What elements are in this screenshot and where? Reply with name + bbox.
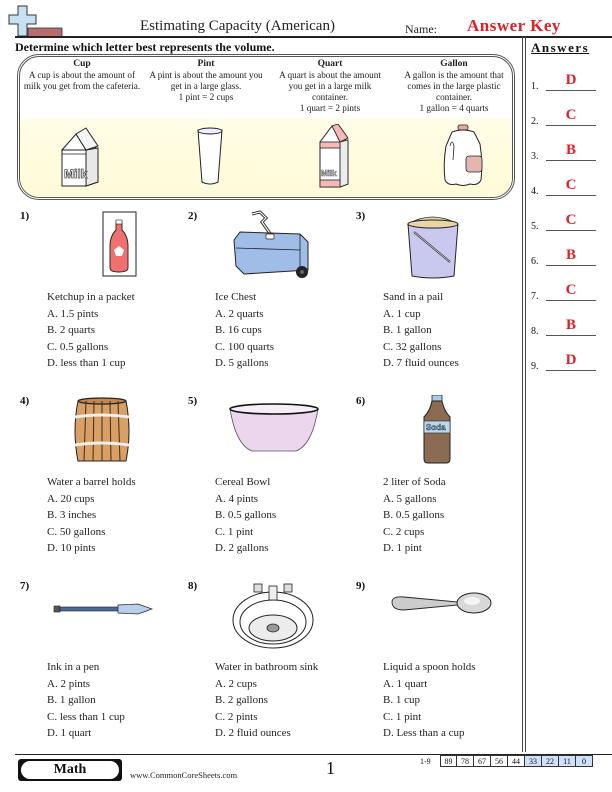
choice-c[interactable]: C. 2 pints [215,710,258,723]
milk-carton-large-icon [316,124,352,188]
score-cell: 89 [440,755,457,767]
reference-gallon [392,59,515,114]
choice-b[interactable]: B. 16 cups [215,324,262,336]
choice-d[interactable]: D. 1 pint [383,542,422,554]
answer-blank[interactable] [546,265,596,266]
problem-1 [20,210,185,370]
problem-question [383,289,459,372]
reference-text: container. [312,92,348,102]
answer-blank[interactable] [546,160,596,161]
ketchup-packet-icon [48,210,158,282]
answer-number: 1. [531,81,539,92]
problem-number: 5) [188,395,198,407]
glass-icon [195,124,225,188]
name-label: Name: [405,22,437,36]
answer-letter: C [565,177,577,193]
reference-text: 1 pint = 2 cups [178,92,234,102]
answer-blank[interactable] [546,300,596,301]
subject-label: Math [21,761,119,779]
problem-question [215,659,318,742]
choice-d[interactable]: D. 1 quart [47,727,92,739]
reference-text: 1 gallon = 4 quarts [419,103,489,113]
choice-c[interactable]: C. 2 cups [383,525,425,538]
reference-heading: Pint [197,59,215,69]
answer-number: 6. [531,256,539,267]
answer-blank[interactable] [546,90,596,91]
worksheet-title: Estimating Capacity (American) [140,18,335,34]
choice-c[interactable]: C. 50 gallons [47,525,106,538]
choice-a[interactable]: A. 1.5 pints [47,307,99,320]
problem-question [383,659,476,742]
instructions: Determine which letter best represents the volume. [15,40,275,54]
choice-a[interactable]: A. 2 quarts [215,307,264,320]
reference-text: A gallon is the amount that [404,70,504,80]
problem-question [47,659,125,742]
choice-d[interactable]: D. 7 fluid ounces [383,357,459,369]
problem-number: 9) [356,580,366,592]
reference-text: get in a large glass. [170,81,242,91]
problem-prompt: Ice Chest [215,291,257,303]
score-cell: 22 [542,755,559,767]
problem-prompt: 2 liter of Soda [383,476,446,488]
svg-text:Soda: Soda [426,423,446,432]
site-url[interactable]: www.CommonCoreSheets.com [130,770,238,780]
problem-4 [20,395,185,555]
soda-bottle-icon [384,395,494,467]
problem-8 [188,580,353,740]
choice-c[interactable]: C. 1 pint [215,525,254,538]
choice-a[interactable]: A. 1 cup [383,307,421,320]
problem-question [215,289,274,372]
problem-9 [356,580,521,740]
reference-heading: Gallon [440,59,468,69]
choice-b[interactable]: B. 1 gallon [383,324,432,336]
choice-a[interactable]: A. 5 gallons [383,492,437,505]
choice-d[interactable]: D. 2 gallons [215,542,269,554]
problem-number: 7) [20,580,30,592]
logo-plus-icon [8,4,63,38]
score-cell: 56 [491,755,508,767]
problem-number: 1) [20,210,30,222]
name-value: Answer Key [467,16,561,35]
score-cell: 11 [559,755,576,767]
reference-heading: Cup [73,59,91,69]
choice-b[interactable]: B. 3 inches [47,509,97,521]
problem-6 [356,395,521,555]
problem-number: 2) [188,210,198,222]
reference-text: A pint is about the amount you [149,70,263,80]
problem-question [215,474,276,557]
problem-2 [188,210,353,370]
pen-icon [48,580,158,652]
reference-pint [144,59,268,103]
svg-text:Milk: Milk [64,167,88,181]
score-table [440,755,593,767]
reference-text: A quart is about the amount [279,70,381,80]
score-cell: 67 [474,755,491,767]
answer-number: 7. [531,291,539,302]
choice-a[interactable]: A. 20 cups [47,492,95,505]
choice-a[interactable]: A. 2 cups [215,677,257,690]
choice-b[interactable]: B. 1 gallon [47,694,96,706]
answer-blank[interactable] [546,230,596,231]
problem-number: 8) [188,580,198,592]
problem-prompt: Sand in a pail [383,291,444,303]
problem-5 [188,395,353,555]
answer-number: 2. [531,116,539,127]
answer-letter: B [565,142,576,158]
choice-a[interactable]: A. 1 quart [383,677,428,690]
answer-row [531,212,606,232]
choice-d[interactable]: D. 10 pints [47,542,96,554]
bowl-icon [216,395,326,467]
answer-number: 3. [531,151,539,162]
choice-b[interactable]: B. 0.5 gallons [383,509,445,521]
choice-c[interactable]: C. 0.5 gallons [47,340,109,353]
answer-row [531,282,606,302]
problem-prompt: Ink in a pen [47,661,100,673]
problem-prompt: Cereal Bowl [215,476,271,488]
answers-divider [522,36,526,752]
subject-badge [18,759,122,781]
reference-cup [20,59,144,92]
answer-row [531,107,606,127]
ice-chest-icon [216,210,326,282]
problem-7 [20,580,185,740]
answer-blank[interactable] [546,370,596,371]
spoon-icon [384,580,494,652]
answer-row [531,72,606,92]
score-cell: 78 [457,755,474,767]
answer-letter: C [565,212,577,228]
score-cell: 44 [508,755,525,767]
answer-letter: C [565,107,577,123]
milk-jug-icon [440,124,486,188]
sink-icon [216,580,326,652]
answers-title: Answers [531,40,590,55]
answer-row [531,142,606,162]
page-number: 1 [326,758,335,778]
answer-number: 9. [531,361,539,372]
answer-blank[interactable] [546,125,596,126]
choice-d[interactable]: D. 5 gallons [215,357,269,369]
answer-blank[interactable] [546,335,596,336]
reference-text: 1 quart = 2 pints [299,103,361,113]
answer-row [531,177,606,197]
answer-number: 4. [531,186,539,197]
choice-c[interactable]: C. 1 pint [383,710,422,723]
reference-text: you get in a large milk [288,81,372,91]
choice-d[interactable]: D. Less than a cup [383,727,465,739]
reference-text: A cup is about the amount of [28,70,136,80]
answer-blank[interactable] [546,195,596,196]
sand-pail-icon [384,210,494,282]
answer-letter: D [565,352,577,368]
choice-b[interactable]: B. 0.5 gallons [215,509,277,521]
answer-row [531,247,606,267]
reference-text: comes in the large plastic [407,81,501,91]
choice-d[interactable]: D. less than 1 cup [47,357,126,369]
answer-number: 5. [531,221,539,232]
score-cell: 0 [576,755,593,767]
reference-box [17,54,515,200]
choice-b[interactable]: B. 1 cup [383,694,420,706]
answer-letter: D [565,72,577,88]
reference-text: milk you get from the cafeteria. [23,81,141,91]
choice-a[interactable]: A. 2 pints [47,677,91,690]
svg-text:Milk: Milk [321,169,337,178]
choice-b[interactable]: B. 2 gallons [215,694,268,706]
problem-number: 4) [20,395,30,407]
problem-prompt: Water a barrel holds [47,476,136,488]
problem-number: 3) [356,210,366,222]
milk-carton-small-icon [48,124,104,188]
problem-prompt: Water in bathroom sink [215,661,319,673]
choice-d[interactable]: D. 2 fluid ounces [215,727,291,739]
problem-3 [356,210,521,370]
problem-prompt: Liquid a spoon holds [383,661,476,673]
barrel-icon [48,395,158,467]
score-cell: 33 [525,755,542,767]
problem-prompt: Ketchup in a packet [47,291,135,303]
choice-c[interactable]: C. 100 quarts [215,340,274,353]
choice-c[interactable]: C. less than 1 cup [47,710,125,723]
score-range-label: 1-9 [420,757,431,766]
choice-a[interactable]: A. 4 pints [215,492,259,505]
answer-letter: C [565,282,577,298]
reference-heading: Quart [317,59,343,69]
problem-question [47,474,136,557]
reference-text: container. [436,92,472,102]
choice-c[interactable]: C. 32 gallons [383,340,442,353]
problem-number: 6) [356,395,366,407]
problem-question [47,289,135,372]
reference-quart [268,59,392,114]
answer-letter: B [565,247,576,263]
answer-letter: B [565,317,576,333]
answer-row [531,317,606,337]
answer-row [531,352,606,372]
problem-question [383,474,446,557]
choice-b[interactable]: B. 2 quarts [47,324,95,336]
answer-number: 8. [531,326,539,337]
